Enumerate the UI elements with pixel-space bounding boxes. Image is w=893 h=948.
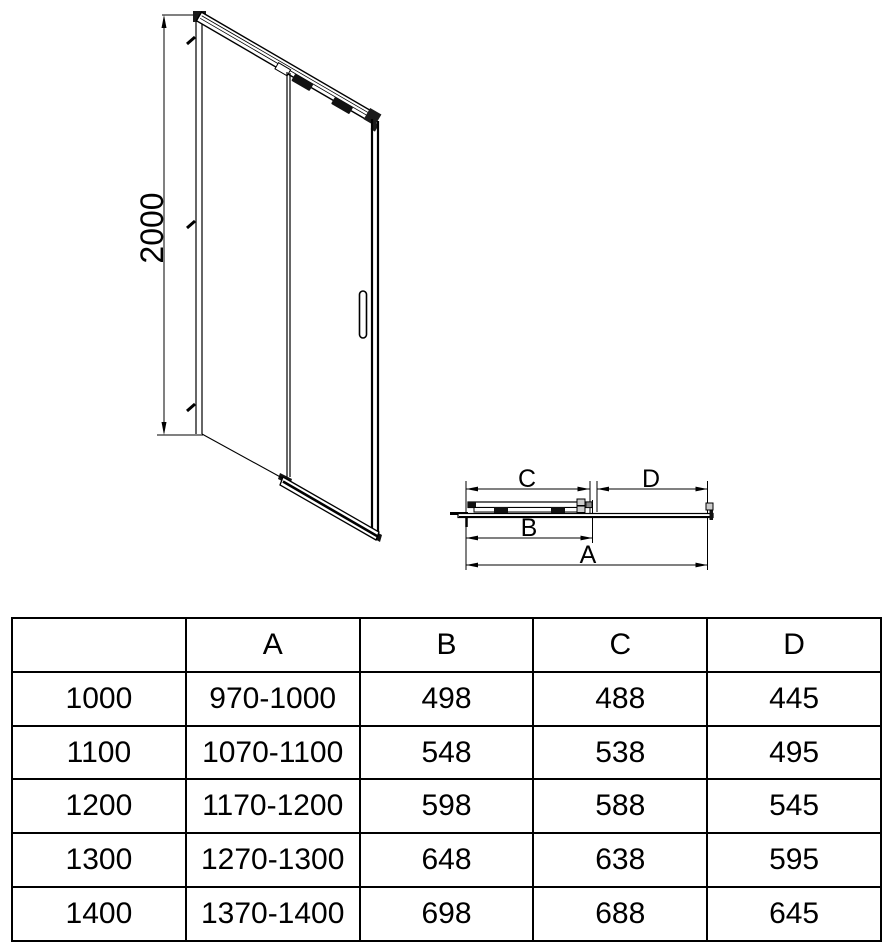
size-cell: 1400 [12,887,186,941]
wall-anchor-tick [187,221,195,228]
left-end-cap [468,502,476,508]
table-row [12,779,881,833]
right-post [366,119,382,542]
dimension-c [466,465,590,493]
a-cell: 1170-1200 [186,779,360,833]
header-d: D [707,618,881,672]
a-cell: 970-1000 [186,672,360,726]
top-rail [193,10,384,131]
dimension-b [466,514,593,542]
end-stub [710,511,714,521]
c-cell: 688 [533,887,707,941]
glass-bottom-edge [202,434,284,479]
guide-block [577,499,585,506]
header-size [12,618,186,672]
wall-anchor-tick [187,404,195,411]
size-cell: 1200 [12,779,186,833]
front-view-drawing [134,10,384,542]
dim-a-label: A [579,541,597,569]
bottom-rail [280,477,379,540]
arrow-left-icon [597,487,609,492]
header-c: C [533,618,707,672]
table-header-row [12,618,881,672]
end-bracket [706,503,713,510]
door-stile [278,72,292,485]
dim-b-label: B [520,514,538,542]
table-row [12,726,881,780]
b-cell: 698 [360,887,534,941]
a-cell: 1370-1400 [186,887,360,941]
arrow-right-icon [696,487,708,492]
dimension-a [466,541,708,569]
d-cell: 545 [707,779,881,833]
d-cell: 595 [707,833,881,887]
arrow-left-icon [466,487,478,492]
a-cell: 1070-1100 [186,726,360,780]
height-dimension-label: 2000 [134,192,170,264]
arrow-up-icon [162,15,167,28]
arrow-right-icon [578,487,590,492]
arrow-down-icon [162,422,167,435]
size-table [11,617,882,942]
b-cell: 498 [360,672,534,726]
wall-profile [187,11,206,434]
table-row [12,887,881,941]
table-row [12,672,881,726]
arrow-left-icon [466,536,478,541]
table-row [12,833,881,887]
dim-c-label: C [517,465,537,493]
arrow-right-icon [581,536,593,541]
guide-block [577,506,585,513]
arrow-right-icon [696,563,708,568]
wall-anchor-tick [187,37,195,44]
sliding-door-section [468,499,592,514]
size-cell: 1000 [12,672,186,726]
b-cell: 598 [360,779,534,833]
dim-d-label: D [641,465,661,493]
d-cell: 645 [707,887,881,941]
top-view-drawing [450,465,713,570]
header-a: A [186,618,360,672]
d-cell: 445 [707,672,881,726]
c-cell: 538 [533,726,707,780]
c-cell: 588 [533,779,707,833]
size-cell: 1300 [12,833,186,887]
c-cell: 488 [533,672,707,726]
arrow-left-icon [466,563,478,568]
door-handle [360,291,367,338]
a-cell: 1270-1300 [186,833,360,887]
d-cell: 495 [707,726,881,780]
dimension-d [597,465,708,493]
c-cell: 638 [533,833,707,887]
header-b: B [360,618,534,672]
b-cell: 548 [360,726,534,780]
right-end-cap [586,502,592,508]
size-cell: 1100 [12,726,186,780]
b-cell: 648 [360,833,534,887]
